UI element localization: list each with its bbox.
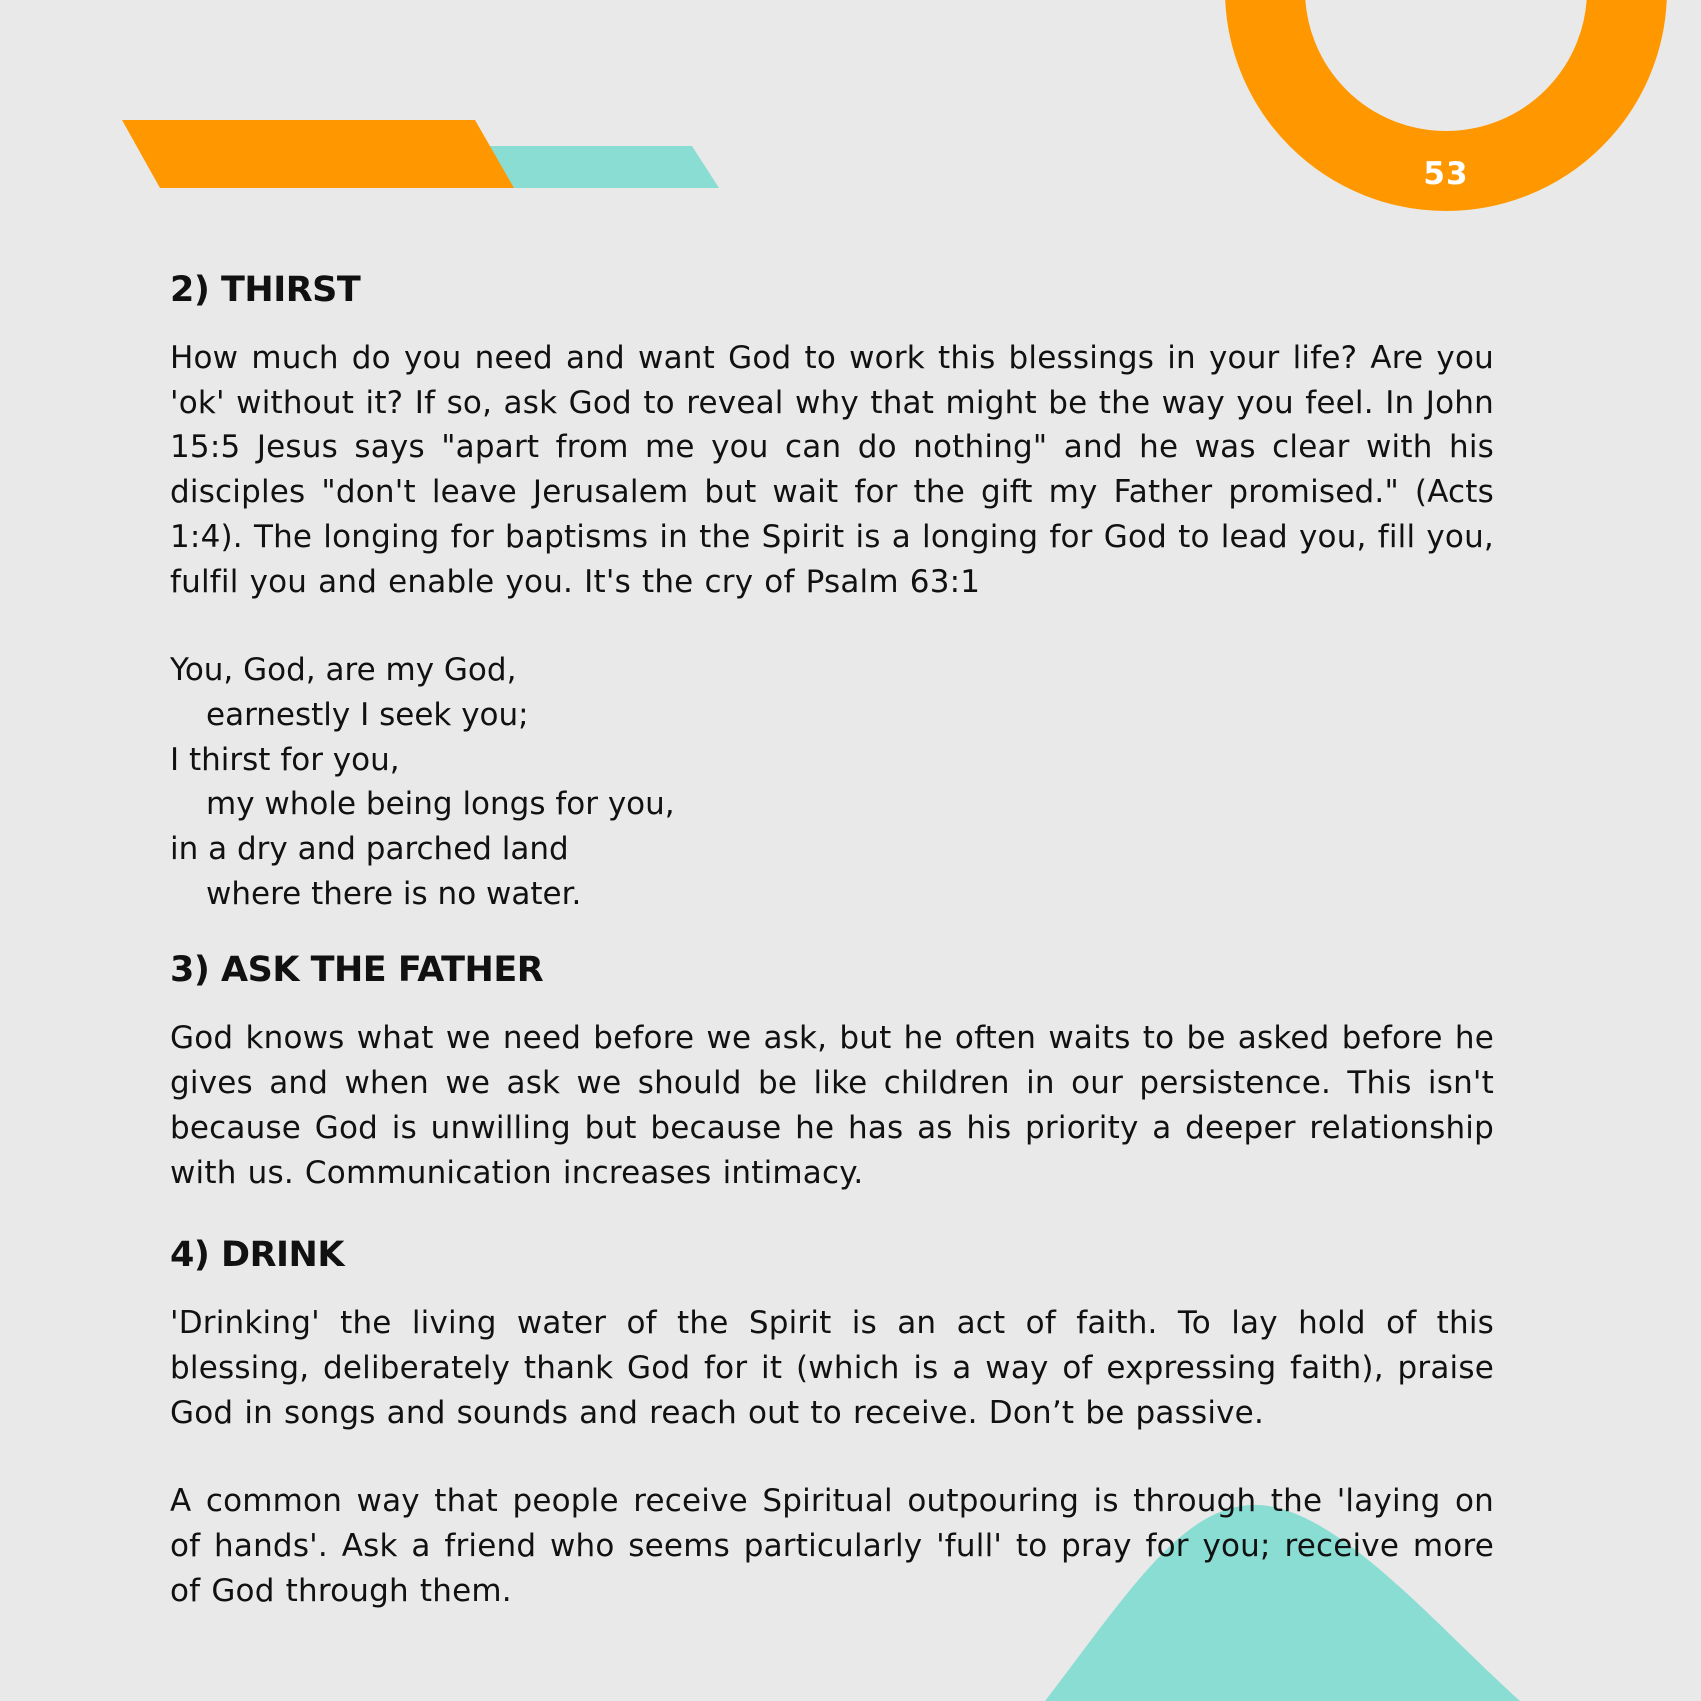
thirst-paragraph: How much do you need and want God to work this blessings in your life? Are you 'ok' without it? If so, ask God to reveal why that might be the way you feel. In John 15:5 Jesus says "apart from me you can do nothing" and he was clear with his disciples "don't leave Jerusalem but wait for the gift my Father promised." (Acts 1:4). The longing for baptisms in the Spirit is a longing for God to lead you, fill you, fulfil you and enable you. It's the cry of Psalm 63:1 <box>170 340 1494 600</box>
drink-paragraph: 'Drinking' the living water of the Spirit is an act of faith. To lay hold of this blessing, deliberately thank God for it (which is a way of expressing faith), praise God in songs and sounds and reach out to receive. Don’t be passive. <box>170 1305 1494 1431</box>
psalm-quote <box>170 648 1494 916</box>
orange-slanted-bar <box>122 120 514 188</box>
poem-line: my whole being longs for you, <box>206 786 675 823</box>
laying-on-of-hands-paragraph: A common way that people receive Spiritual outpouring is through the 'laying on of hands'. Ask a friend who seems particularly 'full' to pray for you; receive more of God through them. <box>170 1483 1494 1609</box>
poem-line: You, God, are my God, <box>170 652 517 689</box>
poem-line: I thirst for you, <box>170 741 400 778</box>
page-number: 53 <box>1423 156 1469 192</box>
poem-line: where there is no water. <box>206 875 582 912</box>
orange-ring-shape <box>1265 0 1627 171</box>
page-content <box>170 266 1494 1613</box>
section-heading-drink: 4) DRINK <box>170 1235 344 1276</box>
poem-line: in a dry and parched land <box>170 831 569 868</box>
poem-line: earnestly I seek you; <box>206 696 529 733</box>
section-heading-ask-the-father: 3) ASK THE FATHER <box>170 950 544 991</box>
section-heading-thirst: 2) THIRST <box>170 270 361 310</box>
ask-the-father-paragraph: God knows what we need before we ask, but he often waits to be asked before he gives and when we ask we should be like children in our persistence. This isn't because God is unwilling but because he has as his priority a deeper relationship with us. Communication increases intimacy. <box>170 1020 1494 1191</box>
